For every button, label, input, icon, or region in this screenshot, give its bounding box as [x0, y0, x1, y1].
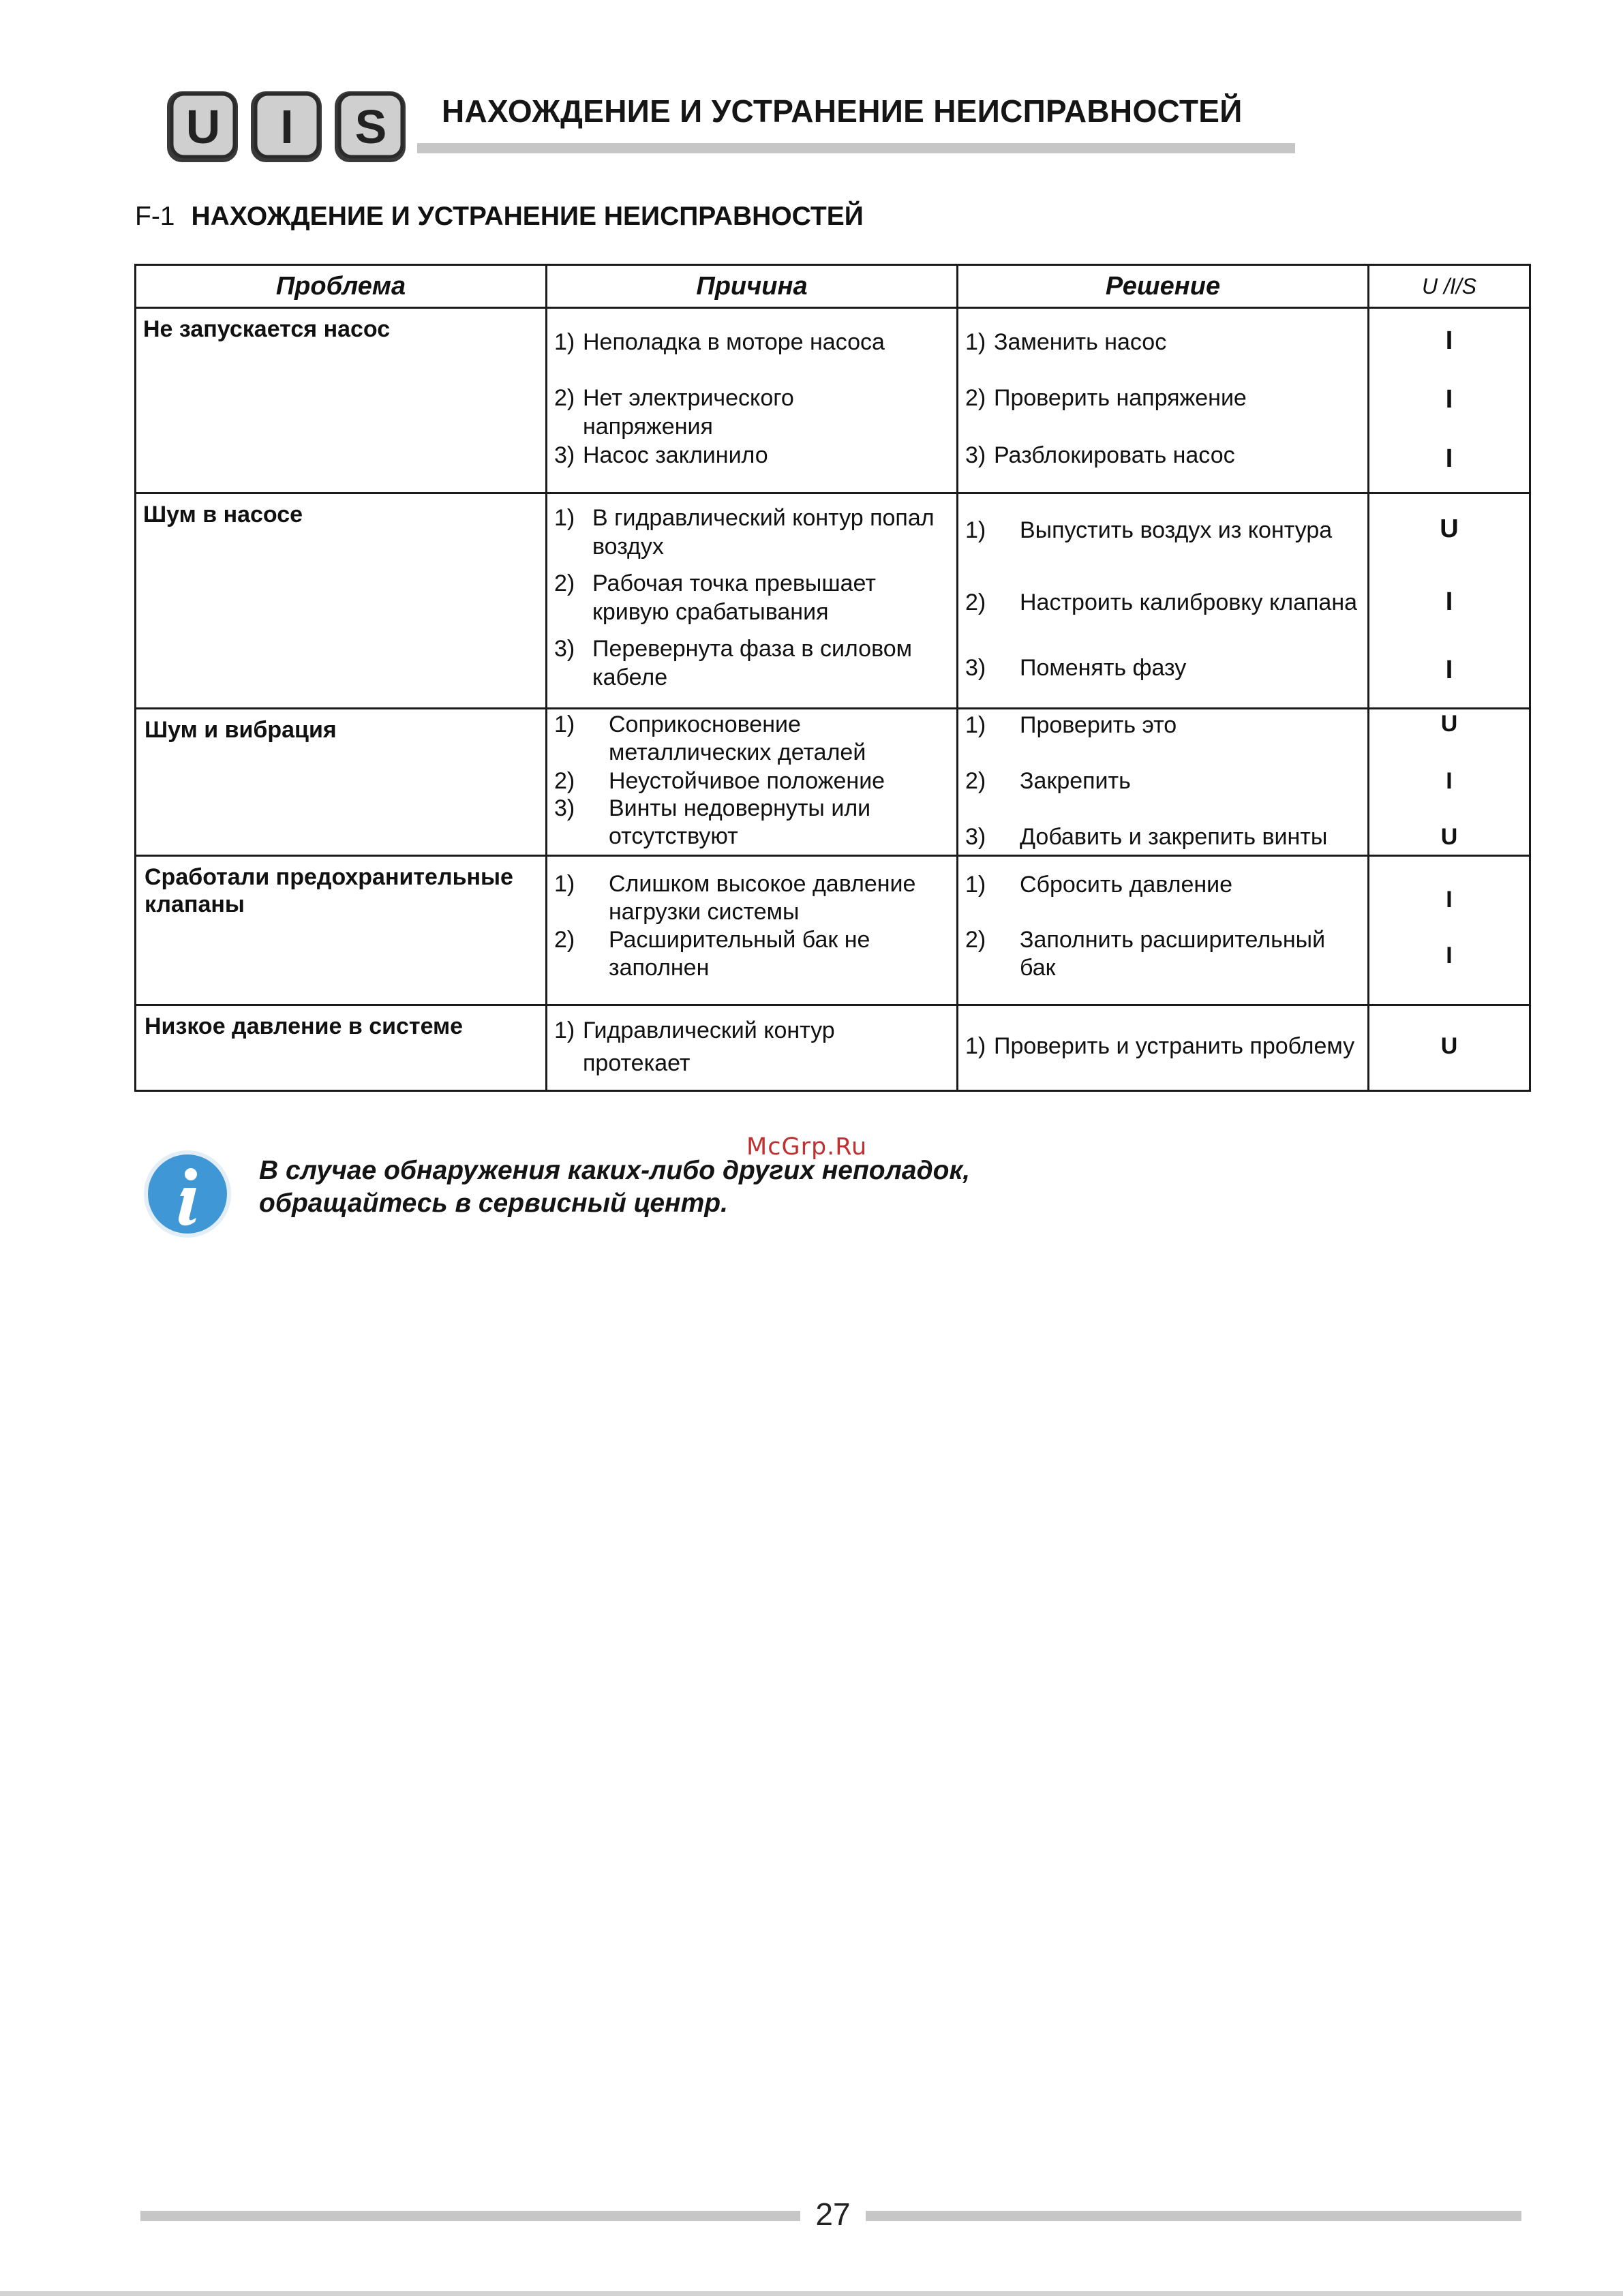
header-cause: Причина: [547, 265, 958, 308]
table-row: [136, 493, 1530, 709]
uis-mark: I: [1445, 444, 1453, 473]
logo-letter-s: S: [354, 100, 387, 153]
uis-cell: [1369, 709, 1530, 856]
problem-cell: [136, 1005, 547, 1091]
page-number: 27: [815, 2196, 851, 2232]
list-item: 2) Нет электрического напряжения: [554, 385, 794, 440]
header-title: НАХОЖДЕНИЕ И УСТРАНЕНИЕ НЕИСПРАВНОСТЕЙ: [442, 93, 1243, 129]
list-item: 1) В гидравлический контур попал воздух: [554, 505, 935, 560]
header-uis: U /I/S: [1369, 265, 1530, 308]
uis-cell: [1369, 1005, 1530, 1091]
problem-cell: [136, 308, 547, 493]
table-row: [136, 308, 1530, 493]
header-rule: [417, 143, 1295, 153]
header-problem: Проблема: [136, 265, 547, 308]
problem-cell: [136, 709, 547, 856]
list-item: 2) Настроить калибровку клапана: [965, 590, 1358, 615]
list-item: 1) Соприкосновение металлических деталей: [554, 711, 866, 765]
logo-key-s: [335, 91, 406, 162]
info-icon: [142, 1148, 233, 1240]
table-row: [136, 1005, 1530, 1091]
list-item: 3) Насос заклинило: [554, 442, 768, 468]
list-item: 2) Проверить напряжение: [965, 385, 1247, 411]
cause-cell: [547, 1005, 958, 1091]
table-header-row: [136, 265, 1530, 308]
list-item: 1) Выпустить воздух из контура: [965, 517, 1333, 543]
list-item: 3) Добавить и закрепить винты: [965, 824, 1328, 850]
problem-text: Сработали предохранительные клапаны: [145, 864, 513, 917]
problem-text: Не запускается насос: [143, 316, 391, 342]
list-item: 1) Проверить и устранить проблему: [965, 1033, 1355, 1059]
list-item: 1) Неполадка в моторе насоса: [554, 329, 885, 355]
cause-cell: [547, 709, 958, 856]
cause-cell: [547, 493, 958, 709]
logo-letter-u: U: [185, 100, 221, 153]
list-item: 1) Гидравлический контур протекает: [554, 1017, 835, 1076]
list-item: 3) Винты недовернуты или отсутствуют: [554, 795, 871, 849]
solution-cell: [958, 1005, 1369, 1091]
uis-cell: [1369, 308, 1530, 493]
uis-mark: I: [1445, 326, 1453, 355]
problem-text: Шум в насосе: [143, 502, 303, 527]
problem-cell: [136, 856, 547, 1005]
uis-mark: I: [1446, 887, 1453, 913]
uis-mark: I: [1445, 656, 1453, 684]
uis-mark: I: [1445, 385, 1453, 414]
footer-rule-left: [140, 2211, 800, 2221]
uis-mark: I: [1446, 768, 1453, 794]
list-item: 1) Заменить насос: [965, 329, 1167, 355]
section-heading: [135, 202, 864, 232]
list-item: 2) Закрепить: [965, 768, 1131, 794]
cause-cell: [547, 308, 958, 493]
uis-mark: U: [1440, 824, 1458, 850]
problem-text: Шум и вибрация: [145, 717, 337, 743]
problem-cell: [136, 493, 547, 709]
uis-mark: I: [1446, 943, 1453, 968]
info-note: [259, 1154, 970, 1220]
cause-cell: [547, 856, 958, 1005]
section-number: F-1: [135, 202, 175, 231]
list-item: 2) Рабочая точка превышает кривую срабатывания: [554, 570, 876, 625]
logo-letter-i: I: [280, 100, 294, 153]
list-item: 1) Проверить это: [965, 712, 1177, 738]
uis-logo: [164, 87, 417, 165]
solution-cell: [958, 493, 1369, 709]
uis-mark: U: [1440, 515, 1459, 543]
troubleshooting-table: [134, 264, 1531, 1092]
solution-cell: [958, 308, 1369, 493]
uis-cell: [1369, 856, 1530, 1005]
footer-rule-right: [866, 2211, 1521, 2221]
solution-cell: [958, 856, 1369, 1005]
list-item: 1) Слишком высокое давление нагрузки системы: [554, 871, 916, 925]
list-item: 2) Расширительный бак не заполнен: [554, 927, 870, 981]
solution-cell: [958, 709, 1369, 856]
table-row: [136, 709, 1530, 856]
uis-mark: U: [1440, 1033, 1458, 1059]
list-item: 2) Заполнить расширительный бак: [965, 927, 1326, 981]
info-note-line: обращайтесь в сервисный центр.: [259, 1189, 728, 1218]
list-item: 3) Поменять фазу: [965, 655, 1187, 681]
uis-mark: I: [1445, 587, 1453, 616]
list-item: 3) Разблокировать насос: [965, 442, 1235, 468]
logo-key-i: [251, 91, 322, 162]
list-item: 1) Сбросить давление: [965, 872, 1233, 898]
uis-mark: U: [1440, 711, 1458, 737]
problem-text: Низкое давление в системе: [145, 1013, 464, 1039]
section-title: НАХОЖДЕНИЕ И УСТРАНЕНИЕ НЕИСПРАВНОСТЕЙ: [191, 202, 864, 231]
header-solution: Решение: [958, 265, 1369, 308]
logo-key-u: [167, 91, 238, 162]
table-row: [136, 856, 1530, 1005]
list-item: 2) Неустойчивое положение: [554, 768, 885, 794]
watermark: McGrp.Ru: [746, 1133, 868, 1161]
uis-cell: [1369, 493, 1530, 709]
info-note-line: В случае обнаружения каких-либо других неполадок,: [259, 1156, 971, 1185]
list-item: 3) Перевернута фаза в силовом кабеле: [554, 636, 913, 690]
page-bottom-edge: [0, 2291, 1623, 2296]
